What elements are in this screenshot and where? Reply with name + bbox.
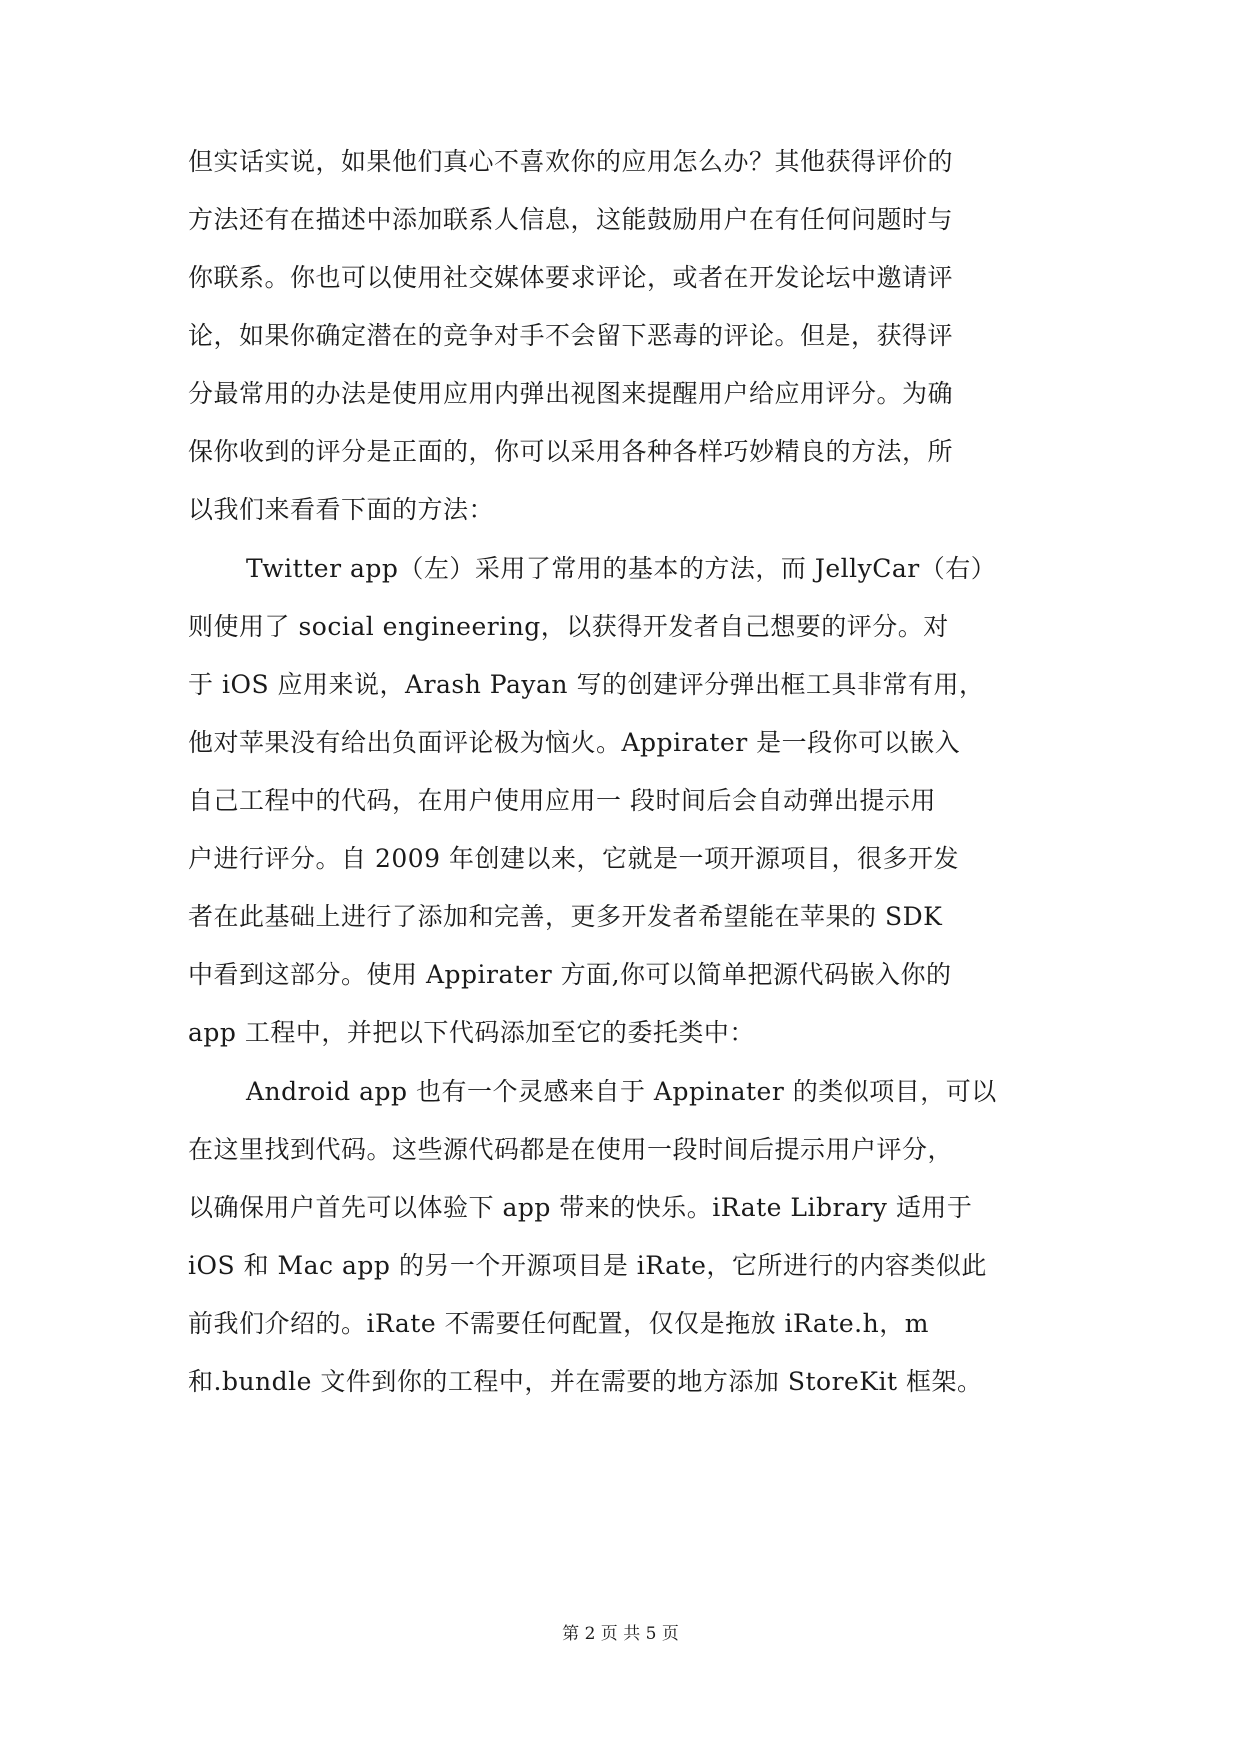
text-line: app 工程中，并把以下代码添加至它的委托类中： <box>188 1018 755 1047</box>
text-line: 保你收到的评分是正面的，你可以采用各种各样巧妙精良的方法，所 <box>188 437 954 466</box>
page-footer: 第 2 页 共 5 页 <box>562 1624 679 1644</box>
text-line: 户进行评分。自 2009 年创建以来，它就是一项开源项目，很多开发 <box>188 844 960 873</box>
text-line: 和.bundle 文件到你的工程中，并在需要的地方添加 StoreKit 框架。 <box>188 1367 983 1396</box>
text-line: 自己工程中的代码，在用户使用应用一 段时间后会自动弹出提示用 <box>188 786 936 815</box>
text-line: 论，如果你确定潜在的竞争对手不会留下恶毒的评论。但是，获得评 <box>188 321 954 350</box>
text-line: 在这里找到代码。这些源代码都是在使用一段时间后提示用户评分， <box>188 1135 954 1164</box>
paragraph-first-line: Android app 也有一个灵感来自于 Appinater 的类似项目，可以 <box>246 1077 997 1106</box>
text-line: 以我们来看看下面的方法： <box>188 495 495 524</box>
text-line: 前我们介绍的。iRate 不需要任何配置，仅仅是拖放 iRate.h，m <box>188 1309 929 1338</box>
text-line: 者在此基础上进行了添加和完善，更多开发者希望能在苹果的 SDK <box>188 902 943 931</box>
text-line: 于 iOS 应用来说，Arash Payan 写的创建评分弹出框工具非常有用， <box>188 670 985 699</box>
text-line: 则使用了 social engineering，以获得开发者自己想要的评分。对 <box>188 612 949 641</box>
text-line: 分最常用的办法是使用应用内弹出视图来提醒用户给应用评分。为确 <box>188 379 954 408</box>
text-line: iOS 和 Mac app 的另一个开源项目是 iRate，它所进行的内容类似此 <box>188 1251 987 1280</box>
text-line: 但实话实说，如果他们真心不喜欢你的应用怎么办？其他获得评价的 <box>188 147 954 176</box>
text-line: 以确保用户首先可以体验下 app 带来的快乐。iRate Library 适用于 <box>188 1193 973 1222</box>
text-line: 中看到这部分。使用 Appirater 方面,你可以简单把源代码嵌入你的 <box>188 960 952 989</box>
text-line: 方法还有在描述中添加联系人信息，这能鼓励用户在有任何问题时与 <box>188 205 954 234</box>
text-line: 他对苹果没有给出负面评论极为恼火。Appirater 是一段你可以嵌入 <box>188 728 961 757</box>
text-line: 你联系。你也可以使用社交媒体要求评论，或者在开发论坛中邀请评 <box>188 263 954 292</box>
paragraph-first-line: Twitter app（左）采用了常用的基本的方法，而 JellyCar（右） <box>246 554 997 583</box>
